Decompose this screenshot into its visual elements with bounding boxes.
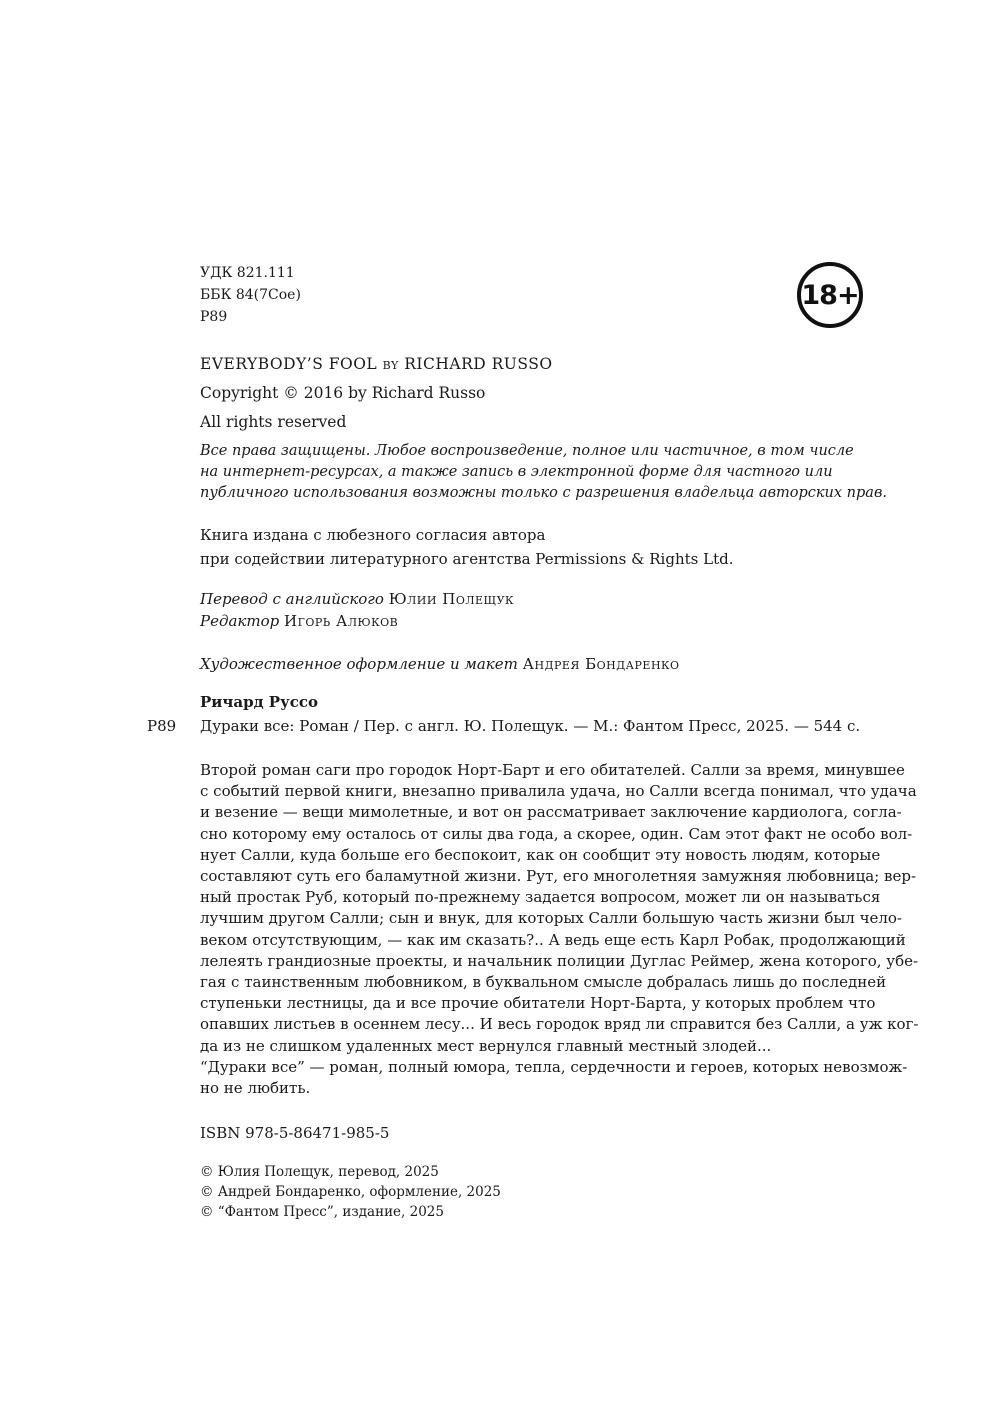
annotation-line: сно которому ему осталось от силы два года, а скорее, один. Сам этот факт не особо вол- (200, 824, 913, 843)
publication-note (200, 523, 733, 571)
rights-reserved: All rights reserved (200, 413, 347, 431)
annotation-line: веком отсутствующим, — как им сказать?.. А ведь еще есть Карл Робак, продолжающий (200, 930, 906, 949)
publication-note-line: при содействии литературного агентства Permissions & Rights Ltd. (200, 550, 734, 568)
annotation-line: опавших листьев в осеннем лесу... И весь городок вряд ли справится без Салли, а уж ког- (200, 1015, 919, 1034)
translator-name: Юлии Полещук (388, 590, 515, 608)
age-rating-label: 18+ (801, 279, 859, 311)
annotation-line: ный простак Руб, который по-прежнему задается вопросом, может ли он называться (200, 888, 881, 907)
annotation-line: лелеять грандиозные проекты, и начальник полиции Дуглас Реймер, жена которого, убе- (200, 951, 919, 970)
translation-credit (200, 590, 514, 608)
annotation-line: но не любить. (200, 1079, 311, 1098)
annotation-line: нует Салли, куда больше его беспокоит, как он сообщит эту новость людям, которые (200, 845, 881, 864)
classification-block (200, 262, 301, 328)
original-title: EVERYBODY’S FOOL by RICHARD RUSSO (200, 355, 553, 373)
designer-name: Андрея Бондаренко (522, 655, 680, 673)
catalog-bibliographic-record: Дураки все: Роман / Пер. с англ. Ю. Полещук. — М.: Фантом Пресс, 2025. — 544 с. (200, 717, 861, 735)
editor-name: Игорь Алюков (284, 612, 399, 630)
annotation-line: с событий первой книги, внезапно привалила удача, но Салли всегда понимал, что удача (200, 782, 917, 801)
catalog-index-code: Р89 (147, 717, 177, 735)
design-credit (200, 655, 680, 673)
author-mark: Р89 (200, 309, 228, 325)
design-label: Художественное оформление и макет (200, 655, 518, 673)
editor-label: Редактор (200, 612, 280, 630)
annotation-line: Второй роман саги про городок Норт-Барт и его обитателей. Салли за время, минувшее (200, 761, 905, 779)
rights-line: публичного использования возможны только с разрешения владельца авторских прав. (200, 485, 887, 501)
annotation-line: “Дураки все” — роман, полный юмора, тепла, сердечности и героев, которых невозмож- (200, 1057, 908, 1076)
annotation (200, 760, 919, 1099)
isbn: ISBN 978-5-86471-985-5 (200, 1124, 390, 1142)
annotation-line: гая с таинственным любовником, в буквальном смысле добралась лишь до последней (200, 973, 887, 992)
udk-code: УДК 821.111 (200, 265, 295, 281)
rights-notice-ru (200, 441, 887, 504)
rights-line: Все права защищены. Любое воспроизведение, полное или частичное, в том числе (200, 443, 854, 459)
translation-label: Перевод с английского (200, 590, 384, 608)
annotation-line: лучшим другом Салли; сын и внук, для которых Салли большую часть жизни был чело- (200, 909, 903, 928)
copyright-notice: © “Фантом Пресс”, издание, 2025 (200, 1204, 444, 1220)
copyright-notices (200, 1162, 501, 1222)
annotation-line: и везение — вещи мимолетные, и вот он рассматривает заключение кардиолога, согла- (200, 803, 902, 822)
publication-note-line: Книга издана с любезного согласия автора (200, 526, 546, 544)
annotation-line: да из не слишком удаленных мест вернулся главный местный злодей... (200, 1036, 772, 1055)
bbk-code: ББК 84(7Сое) (200, 287, 301, 303)
editor-credit (200, 612, 398, 630)
age-rating-badge (797, 262, 863, 328)
rights-line: на интернет-ресурсах, а также запись в электронной форме для частного или (200, 464, 833, 480)
copyright-line: Copyright © 2016 by Richard Russo (200, 384, 486, 402)
annotation-line: составляют суть его баламутной жизни. Рут, его многолетняя замужняя любовница; вер- (200, 867, 917, 886)
copyright-notice: © Юлия Полещук, перевод, 2025 (200, 1164, 439, 1180)
annotation-line: ступеньки лестницы, да и все прочие обитатели Норт-Барта, у которых проблем что (200, 994, 876, 1013)
catalog-author: Ричард Руссо (200, 693, 318, 711)
copyright-notice: © Андрей Бондаренко, оформление, 2025 (200, 1184, 501, 1200)
